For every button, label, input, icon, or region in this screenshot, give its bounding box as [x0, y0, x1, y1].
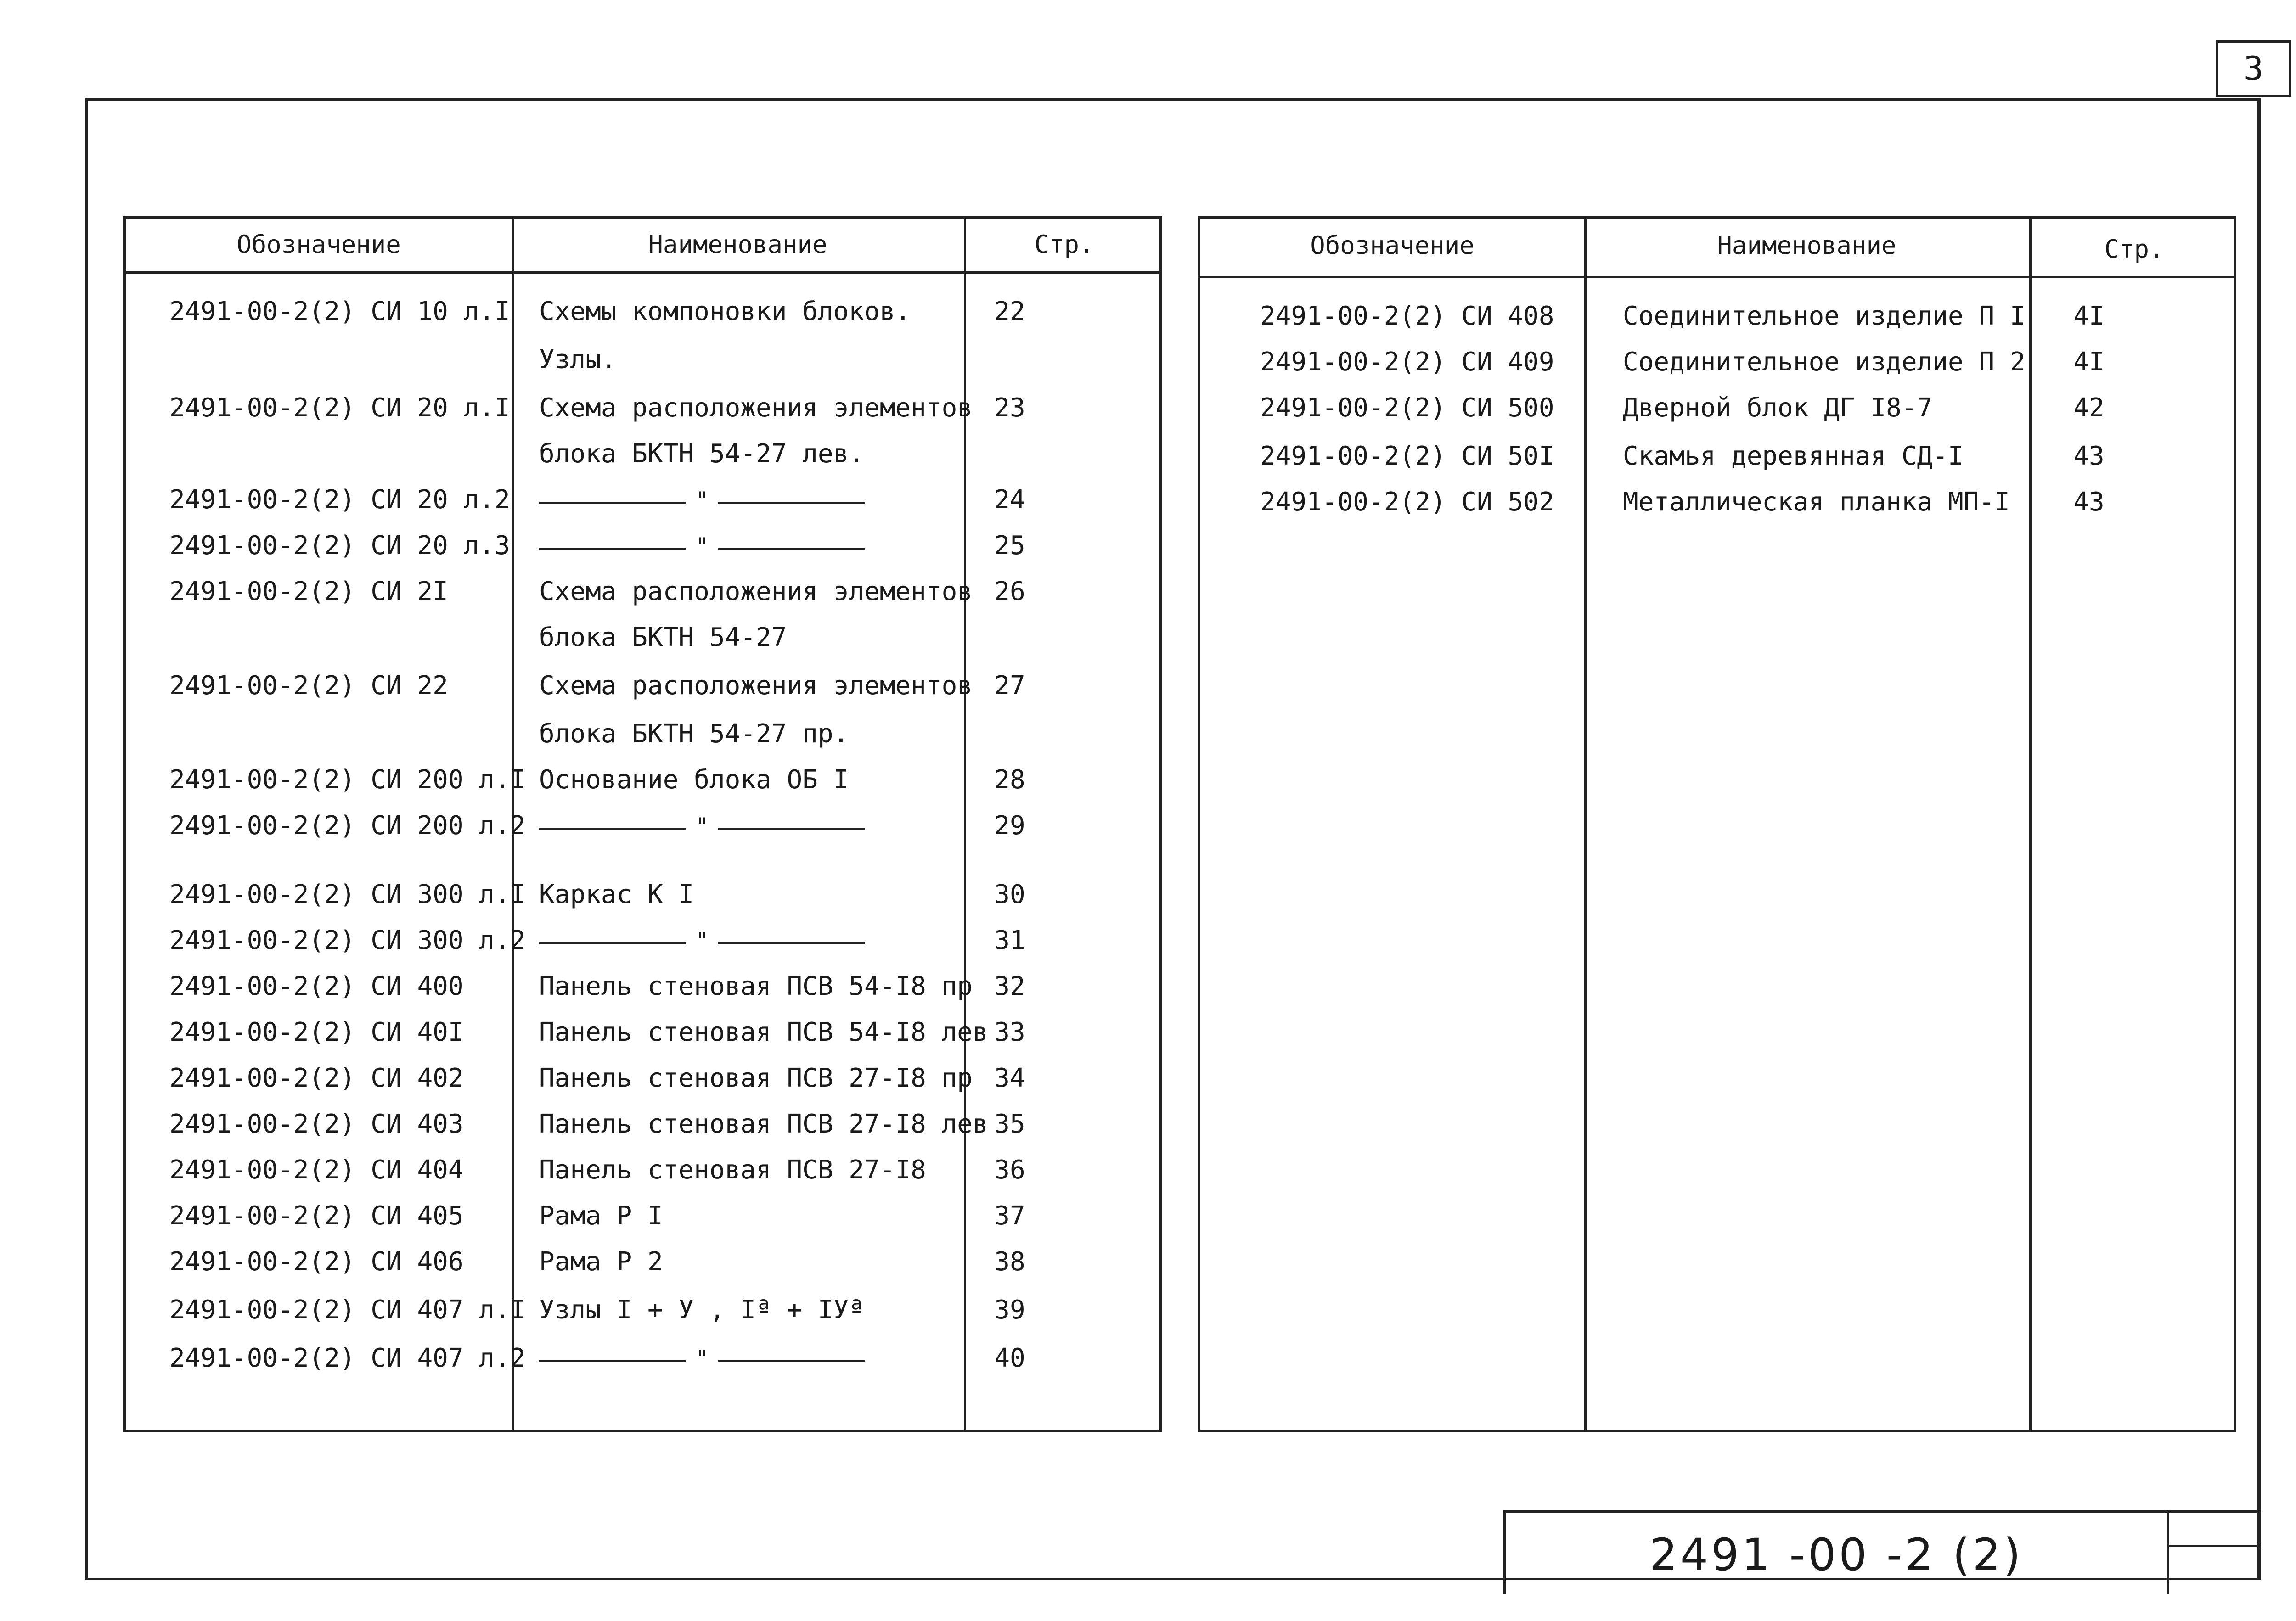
- row-designation: 2491-00-2(2) СИ 502: [1260, 487, 1554, 517]
- row-designation: 2491-00-2(2) СИ 2I: [169, 577, 448, 606]
- ditto-line: [539, 828, 686, 830]
- row-name: Соединительное изделие П I: [1623, 301, 2026, 331]
- row-name: Рама Р I: [539, 1201, 663, 1231]
- ditto-mark: ": [695, 1346, 709, 1372]
- row-name: Основание блока ОБ I: [539, 765, 849, 795]
- row-page: 26: [994, 577, 1025, 606]
- row-name: Схема расположения элементов: [539, 671, 973, 701]
- row-name: Панель стеновая ПСВ 27-I8 лев: [539, 1109, 988, 1139]
- row-page: 28: [994, 765, 1025, 795]
- right-header-name: Наименование: [1717, 231, 1896, 260]
- row-page: 31: [994, 925, 1025, 955]
- row-designation: 2491-00-2(2) СИ 50I: [1260, 441, 1554, 471]
- row-page: 24: [994, 485, 1025, 515]
- row-designation: 2491-00-2(2) СИ 403: [169, 1109, 464, 1139]
- row-designation: 2491-00-2(2) СИ 20 л.3: [169, 531, 510, 561]
- ditto-line: [539, 1360, 686, 1362]
- row-designation: 2491-00-2(2) СИ 407 л.I: [169, 1295, 526, 1325]
- ditto-line: [718, 548, 865, 550]
- right-col-divider-1: [1584, 219, 1587, 1430]
- ditto-line: [539, 942, 686, 944]
- left-header-page: Стр.: [1034, 230, 1094, 259]
- row-name: Соединительное изделие П 2: [1623, 347, 2026, 377]
- row-page: 43: [2073, 487, 2105, 517]
- row-name: Узлы.: [539, 345, 617, 375]
- row-page: 36: [994, 1155, 1025, 1185]
- left-header-designation: Обозначение: [236, 230, 401, 259]
- ditto-line: [718, 502, 865, 504]
- row-designation: 2491-00-2(2) СИ 20 л.2: [169, 485, 510, 515]
- row-name: Рама Р 2: [539, 1247, 663, 1277]
- row-page: 42: [2073, 393, 2105, 423]
- title-block-divider: [2167, 1513, 2169, 1594]
- row-name: блока БКТН 54-27 пр.: [539, 719, 849, 749]
- row-name: Панель стеновая ПСВ 54-I8 лев: [539, 1017, 988, 1047]
- row-name: Узлы I + У , Iª + IУª: [539, 1295, 865, 1325]
- row-page: 23: [994, 393, 1025, 423]
- row-page: 4I: [2073, 301, 2105, 331]
- row-designation: 2491-00-2(2) СИ 10 л.I: [169, 297, 510, 326]
- row-designation: 2491-00-2(2) СИ 402: [169, 1063, 464, 1093]
- ditto-line: [718, 828, 865, 830]
- row-page: 40: [994, 1343, 1025, 1373]
- ditto-line: [718, 1360, 865, 1362]
- right-header-designation: Обозначение: [1310, 231, 1474, 260]
- row-name: Панель стеновая ПСВ 27-I8 пр: [539, 1063, 973, 1093]
- ditto-mark: ": [695, 928, 709, 954]
- row-name: Каркас К I: [539, 880, 694, 909]
- row-name: Схема расположения элементов: [539, 577, 973, 606]
- row-page: 33: [994, 1017, 1025, 1047]
- ditto-line: [539, 502, 686, 504]
- ditto-line: [539, 548, 686, 550]
- ditto-mark: ": [695, 533, 709, 560]
- row-designation: 2491-00-2(2) СИ 404: [169, 1155, 464, 1185]
- row-designation: 2491-00-2(2) СИ 200 л.I: [169, 765, 526, 795]
- page-number: 3: [2243, 49, 2264, 88]
- row-page: 22: [994, 297, 1025, 326]
- row-name: Схемы компоновки блоков.: [539, 297, 911, 326]
- row-designation: 2491-00-2(2) СИ 405: [169, 1201, 464, 1231]
- ditto-line: [718, 942, 865, 944]
- row-name: Панель стеновая ПСВ 27-I8: [539, 1155, 926, 1185]
- ditto-mark: ": [695, 813, 709, 840]
- right-header-page: Стр.: [2104, 235, 2164, 264]
- row-designation: 2491-00-2(2) СИ 200 л.2: [169, 811, 526, 841]
- row-name: Дверной блок ДГ I8-7: [1623, 393, 1933, 423]
- row-page: 35: [994, 1109, 1025, 1139]
- row-page: 43: [2073, 441, 2105, 471]
- right-header-rule: [1200, 276, 2234, 278]
- left-header-rule: [126, 271, 1159, 274]
- ditto-mark: ": [695, 487, 709, 514]
- row-page: 27: [994, 671, 1025, 701]
- row-page: 39: [994, 1295, 1025, 1325]
- row-designation: 2491-00-2(2) СИ 408: [1260, 301, 1554, 331]
- row-designation: 2491-00-2(2) СИ 400: [169, 971, 464, 1001]
- row-page: 4I: [2073, 347, 2105, 377]
- row-name: Скамья деревянная СД-I: [1623, 441, 1964, 471]
- row-page: 29: [994, 811, 1025, 841]
- row-designation: 2491-00-2(2) СИ 407 л.2: [169, 1343, 526, 1373]
- row-name: блока БКТН 54-27: [539, 623, 787, 652]
- row-page: 37: [994, 1201, 1025, 1231]
- row-designation: 2491-00-2(2) СИ 22: [169, 671, 448, 701]
- document-code: 2491 -00 -2 (2): [1649, 1529, 2024, 1581]
- row-designation: 2491-00-2(2) СИ 500: [1260, 393, 1554, 423]
- row-designation: 2491-00-2(2) СИ 20 л.I: [169, 393, 510, 423]
- row-name: блока БКТН 54-27 лев.: [539, 439, 865, 469]
- title-block: [1503, 1510, 2261, 1594]
- page-number-box: [2216, 40, 2291, 97]
- row-designation: 2491-00-2(2) СИ 409: [1260, 347, 1554, 377]
- row-name: Металлическая планка МП-I: [1623, 487, 2010, 517]
- left-contents-table: [123, 216, 1162, 1432]
- left-header-name: Наименование: [648, 230, 827, 259]
- row-page: 32: [994, 971, 1025, 1001]
- row-designation: 2491-00-2(2) СИ 40I: [169, 1017, 464, 1047]
- row-designation: 2491-00-2(2) СИ 300 л.2: [169, 925, 526, 955]
- row-designation: 2491-00-2(2) СИ 406: [169, 1247, 464, 1277]
- row-page: 38: [994, 1247, 1025, 1277]
- row-name: Схема расположения элементов: [539, 393, 973, 423]
- row-name: Панель стеновая ПСВ 54-I8 пр: [539, 971, 973, 1001]
- row-page: 34: [994, 1063, 1025, 1093]
- row-page: 25: [994, 531, 1025, 561]
- row-designation: 2491-00-2(2) СИ 300 л.I: [169, 880, 526, 909]
- title-block-sheet-rule: [2167, 1545, 2261, 1547]
- row-page: 30: [994, 880, 1025, 909]
- right-contents-table: [1198, 216, 2236, 1432]
